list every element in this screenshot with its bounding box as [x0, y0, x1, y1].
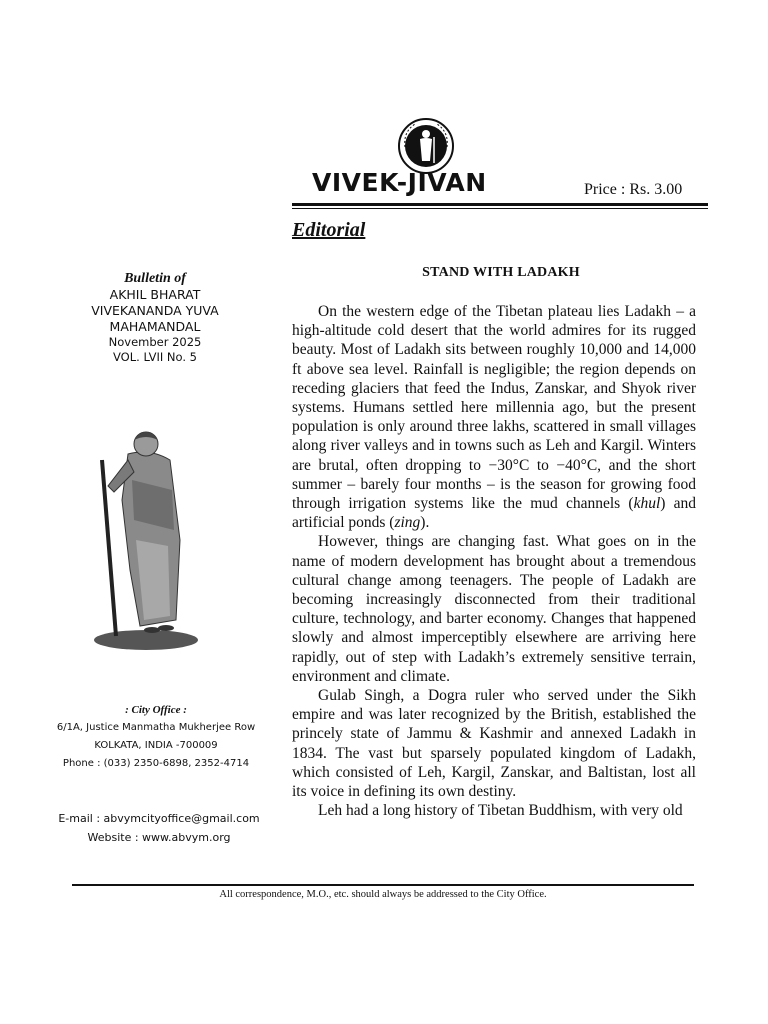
article-title: STAND WITH LADAKH	[422, 265, 580, 280]
website-link[interactable]: Website : www.abvym.org	[87, 831, 231, 844]
publication-info	[40, 270, 270, 365]
office-heading: : City Office :	[125, 704, 187, 716]
article-paragraph: However, things are changing fast. What goes on in the name of modern development has brought about a tremendous cultural change among teenagers. The people of Ladakh are becoming increasingly disconnected from their traditional culture, technology, and barter economy. Changes that happened slowly and almost imperceptibly elsewhere are arriving here rapidly, out of step with Ladakh’s extremely sensitive terrain, environment and climate.	[292, 533, 696, 685]
organisation-name	[40, 287, 270, 335]
bulletin-label: Bulletin of	[124, 271, 186, 286]
term-zing: zing	[394, 514, 421, 532]
term-khul: khul	[633, 495, 661, 513]
emblem-seal-icon	[397, 117, 455, 175]
swami-vivekananda-portrait-icon	[88, 420, 198, 652]
phone-line: Phone : (033) 2350-6898, 2352-4714	[62, 758, 250, 769]
article-paragraph	[292, 302, 696, 532]
paragraph-text: ).	[420, 514, 430, 532]
header-rule-thin	[292, 208, 708, 209]
masthead-title: VIVEK-JIVAN	[312, 168, 487, 197]
org-line: VIVEKANANDA YUVA	[91, 303, 219, 318]
article-body	[292, 302, 696, 820]
paragraph-text: On the western edge of the Tibetan plateau lies Ladakh – a high-altitude cold desert that the world admires for its rugged beauty. Most of Ladakh sits between roughly 10,000 and 14,000 ft above sea level. Rainfall is negligible; the region depends on receding glaciers that feed the Indus, Zanskar, and Shyok river systems. Humans settled here millennia ago, but the present population is only around three lakhs, scattered in small villages along river valleys and in towns such as Leh and Kargil. Winters are brutal, often dropping to −30°C to −40°C, and the short summer – barely four months – is the season for growing food through irrigation systems like the mud channels (	[292, 303, 696, 513]
contact-info	[36, 809, 282, 847]
article-paragraph: Gulab Singh, a Dogra ruler who served under the Sikh empire and was later recognized by the British, established the princely state of Jammu & Kashmir and annexed Ladakh in 1834. The vast but sparsely populated kingdom of Ladakh, which consisted of Leh, Kargil, Zanskar, and Baltistan, lost all its voice in defining its own destiny.	[292, 687, 696, 801]
paragraph-text: ) and artificial ponds (	[292, 495, 696, 532]
article-paragraph: Leh had a long history of Tibetan Buddhism, with very old	[318, 802, 683, 820]
address-line: 6/1A, Justice Manmatha Mukherjee Row	[56, 722, 256, 733]
org-line: MAHAMANDAL	[109, 319, 201, 334]
header-rule	[292, 203, 708, 206]
footer-note: All correspondence, M.O., etc. should always be addressed to the City Office.	[219, 889, 547, 900]
price-label: Price : Rs. 3.00	[584, 181, 683, 198]
email-link[interactable]: E-mail : abvymcityoffice@gmail.com	[58, 812, 260, 825]
volume-number: VOL. LVII No. 5	[113, 350, 197, 364]
address-line: KOLKATA, INDIA -700009	[94, 740, 218, 751]
footer-rule	[72, 884, 694, 886]
org-line: AKHIL BHARAT	[109, 287, 201, 302]
section-heading: Editorial	[292, 219, 366, 241]
issue-date: November 2025	[108, 335, 202, 349]
city-office-address	[28, 702, 284, 773]
